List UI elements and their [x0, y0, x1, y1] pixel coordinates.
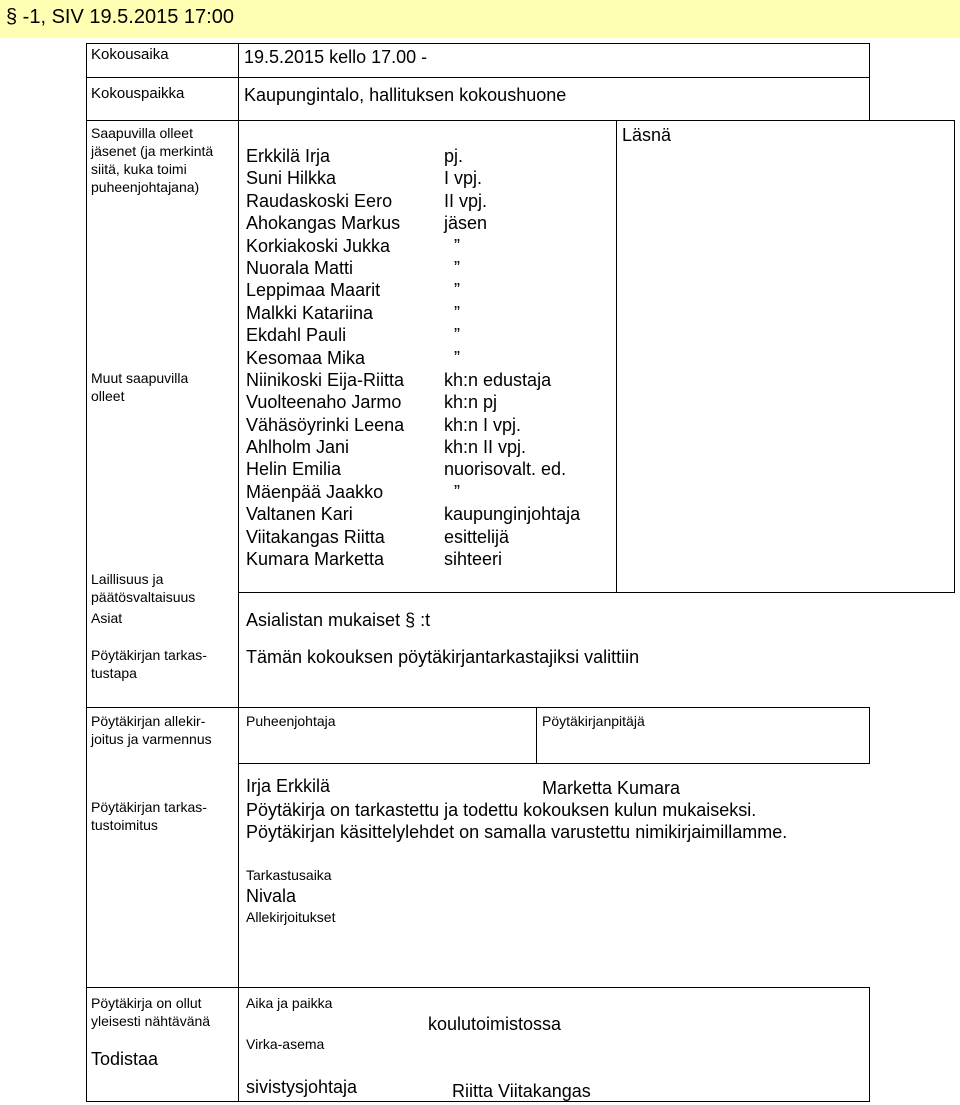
- row-divider: [86, 987, 870, 988]
- other-name: Mäenpää Jaakko: [246, 481, 384, 502]
- aika-paikka-label: Aika ja paikka: [246, 995, 333, 1011]
- other-role: nuorisovalt. ed.: [444, 459, 567, 480]
- member-name: Erkkilä Irja: [246, 146, 331, 166]
- other-role: kaupunginjohtaja: [444, 504, 581, 525]
- lasna-bottom-border: [238, 592, 955, 593]
- member-role: I vpj.: [444, 168, 483, 189]
- signature-right-border: [869, 707, 870, 764]
- member-role: II vpj.: [444, 190, 488, 211]
- member-name: Kesomaa Mika: [246, 347, 366, 368]
- poytakirjanpitaja-label: Pöytäkirjanpitäjä: [542, 713, 645, 729]
- member-role: jäsen: [444, 213, 488, 234]
- member-name: Ahokangas Markus: [246, 213, 401, 234]
- muut-label: Muut saapuvilla olleet: [91, 370, 189, 404]
- other-role: kh:n edustaja: [444, 369, 552, 390]
- tarkastus-line2: Pöytäkirjan käsittelylehdet on samalla varustettu nimikirjaimillamme.: [246, 822, 788, 842]
- tarkastusaika-label: Tarkastusaika: [246, 867, 332, 883]
- kokouspaikka-value: Kaupungintalo, hallituksen kokoushuone: [244, 85, 567, 105]
- saapuvilla-label: Saapuvilla olleet jäsenet (ja merkintä siitä, kuka toimi puheenjohtajana): [91, 125, 214, 195]
- lasna-column-border: [954, 120, 955, 593]
- section-header: [0, 0, 960, 38]
- lasna-label: Läsnä: [622, 125, 672, 145]
- member-role: pj.: [444, 146, 464, 166]
- kokouspaikka-label: Kokouspaikka: [91, 85, 185, 102]
- section-title: § -1, SIV 19.5.2015 17:00: [6, 6, 234, 28]
- member-role: ”: [454, 235, 460, 256]
- member-name: Leppimaa Maarit: [246, 280, 381, 301]
- other-role: kh:n I vpj.: [444, 414, 522, 435]
- other-name: Valtanen Kari: [246, 504, 353, 525]
- puheenjohtaja-label: Puheenjohtaja: [246, 713, 336, 729]
- todistaa-label: Todistaa: [91, 1049, 159, 1069]
- tarkastapa-value: Tämän kokouksen pöytäkirjantarkastajiksi valittiin: [246, 647, 640, 667]
- puheenjohtaja-name: Irja Erkkilä: [246, 776, 331, 796]
- other-name: Niinikoski Eija-Riitta: [246, 369, 405, 390]
- other-name: Ahlholm Jani: [246, 437, 350, 458]
- other-role: kh:n pj: [444, 392, 498, 413]
- aika-paikka-value: koulutoimistossa: [428, 1014, 562, 1034]
- members-names: [246, 145, 404, 570]
- other-name: Vuolteenaho Jarmo: [246, 392, 402, 413]
- tarkastapa-label: Pöytäkirjan tarkas- tustapa: [91, 647, 207, 681]
- column-divider: [238, 43, 239, 1102]
- other-name: Viitakangas Riitta: [246, 526, 385, 547]
- asiat-label: Asiat: [91, 610, 123, 626]
- lasna-column-divider: [616, 120, 617, 593]
- table-border-top: [86, 43, 870, 44]
- signature-column-divider: [536, 707, 537, 764]
- member-role: ”: [454, 280, 460, 301]
- other-role: kh:n II vpj.: [444, 437, 527, 458]
- other-role: sihteeri: [444, 549, 503, 570]
- tarkastus-line1: Pöytäkirja on tarkastettu ja todettu kokouksen kulun mukaiseksi.: [246, 800, 757, 820]
- allekirjoitukset-label: Allekirjoitukset: [246, 909, 336, 925]
- kokousaika-value: 19.5.2015 kello 17.00 -: [244, 47, 428, 67]
- member-name: Nuorala Matti: [246, 257, 354, 278]
- member-name: Suni Hilkka: [246, 168, 337, 189]
- asiat-value: Asialistan mukaiset § :t: [246, 610, 431, 630]
- members-roles: [444, 145, 580, 570]
- table-border-left: [86, 43, 87, 1102]
- member-role: ”: [454, 257, 460, 278]
- other-role: esittelijä: [444, 526, 510, 547]
- lasna-top-border: [616, 120, 955, 121]
- other-role: ”: [454, 481, 460, 502]
- virka-asema-label: Virka-asema: [246, 1036, 325, 1052]
- table-border-right: [869, 43, 870, 121]
- table-border-right: [869, 987, 870, 1102]
- member-name: Korkiakoski Jukka: [246, 235, 391, 256]
- member-name: Raudaskoski Eero: [246, 190, 393, 211]
- nahtavana-label: Pöytäkirja on ollut yleisesti nähtävänä: [91, 995, 211, 1029]
- kokousaika-label: Kokousaika: [91, 46, 169, 63]
- member-role: ”: [454, 302, 460, 323]
- signature-divider: [238, 763, 870, 764]
- tarkastustoimitus-label: Pöytäkirjan tarkas- tustoimitus: [91, 799, 207, 833]
- todistaja-nimi: Riitta Viitakangas: [452, 1081, 591, 1101]
- member-role: ”: [454, 347, 460, 368]
- member-role: ”: [454, 325, 460, 346]
- member-name: Malkki Katariina: [246, 302, 374, 323]
- other-name: Vähäsöyrinki Leena: [246, 414, 405, 435]
- other-name: Kumara Marketta: [246, 549, 385, 570]
- poytakirjanpitaja-name: Marketta Kumara: [542, 778, 681, 798]
- tarkastusaika-value: Nivala: [246, 886, 297, 906]
- allekirjoitus-label: Pöytäkirjan allekir- joitus ja varmennus: [91, 713, 212, 747]
- virka-asema-value: sivistysjohtaja: [246, 1077, 358, 1097]
- laillisuus-label: Laillisuus ja päätösvaltaisuus: [91, 571, 196, 605]
- row-divider: [86, 77, 870, 78]
- member-name: Ekdahl Pauli: [246, 325, 347, 346]
- other-name: Helin Emilia: [246, 459, 342, 480]
- row-divider: [86, 707, 870, 708]
